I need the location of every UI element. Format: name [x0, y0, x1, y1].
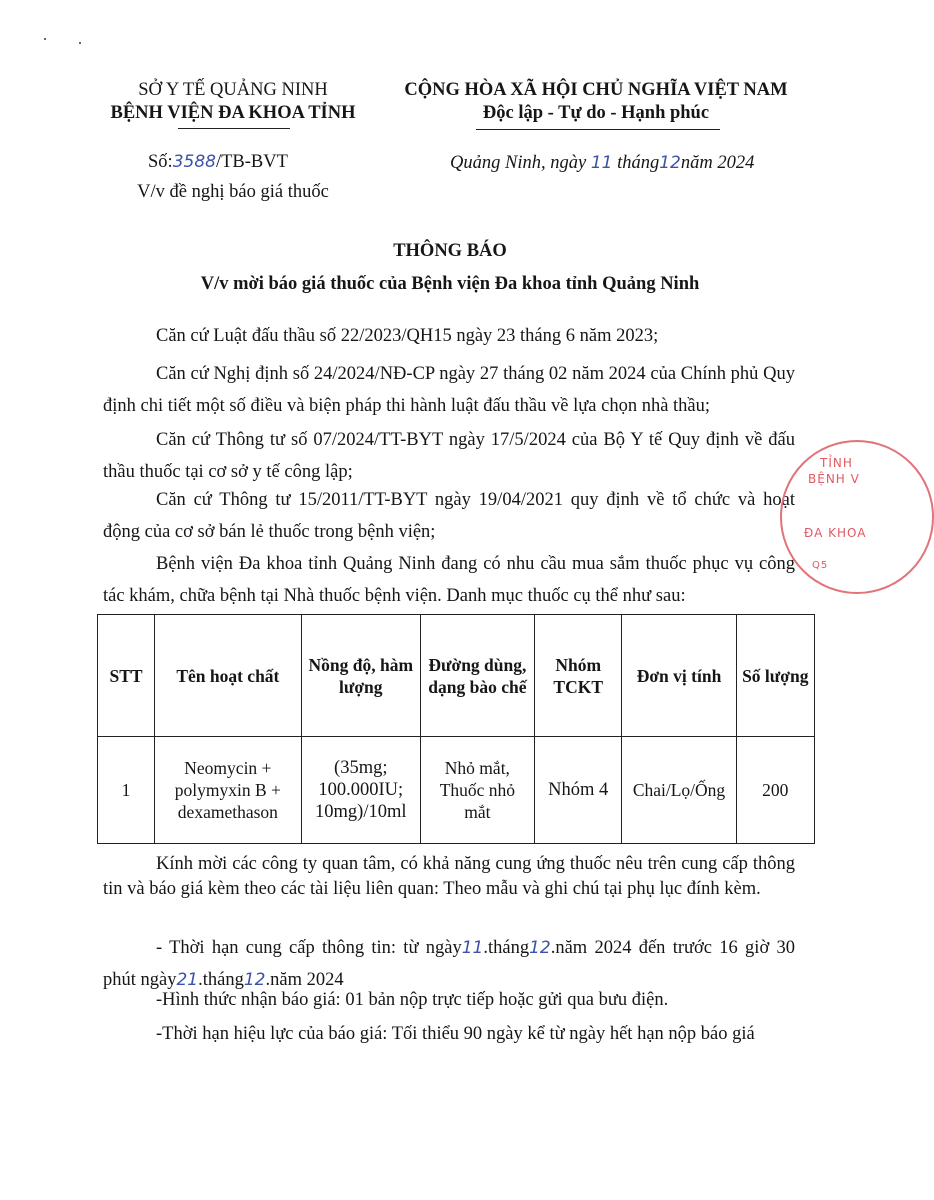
- national-motto: Độc lập - Tự do - Hạnh phúc: [482, 103, 710, 123]
- column-header: Nhóm TCKT: [534, 615, 622, 737]
- issue-date-place: Quảng Ninh, ngày: [450, 153, 587, 173]
- table-cell: (35mg; 100.000IU; 10mg)/10ml: [301, 737, 420, 844]
- stamp-text-line2: BỆNH V: [808, 472, 860, 486]
- stamp-text-top: TỈNH: [820, 456, 853, 470]
- table-cell: Neomycin + polymyxin B + dexamethason: [155, 737, 302, 844]
- hospital-seal-stamp: [780, 440, 934, 594]
- deadline-start-month: 12: [529, 938, 551, 958]
- legal-basis-1: Căn cứ Luật đấu thầu số 22/2023/QH15 ngày 23 tháng 6 năm 2023;: [156, 326, 659, 346]
- document-number: [148, 152, 288, 173]
- stamp-text-bottom: Q5: [812, 560, 829, 571]
- column-header: Số lượng: [736, 615, 814, 737]
- procurement-need: Bệnh viện Đa khoa tỉnh Quảng Ninh đang có nhu cầu mua sắm thuốc phục vụ công tác khám, chữa bệnh tại Nhà thuốc bệnh viện. Danh mục thuốc cụ thể như sau:: [103, 554, 795, 606]
- deadline-text-d: .tháng: [198, 970, 244, 990]
- legal-basis-3: Căn cứ Thông tư số 07/2024/TT-BYT ngày 17/5/2024 của Bộ Y tế Quy định về đấu thầu thuốc tại cơ sở y tế công lập;: [103, 430, 795, 482]
- legal-basis-4: Căn cứ Thông tư 15/2011/TT-BYT ngày 19/04/2021 quy định về tổ chức và hoạt động của cơ sở bán lẻ thuốc trong bệnh viện;: [103, 490, 795, 542]
- table-cell: Nhóm 4: [534, 737, 622, 844]
- table-cell: 200: [736, 737, 814, 844]
- notice-title: THÔNG BÁO: [393, 241, 507, 261]
- submission-method: -Hình thức nhận báo giá: 01 bản nộp trực tiếp hoặc gửi qua bưu điện.: [156, 990, 669, 1010]
- legal-basis-2: Căn cứ Nghị định số 24/2024/NĐ-CP ngày 27 tháng 02 năm 2024 của Chính phủ Quy định chi tiết một số điều và biện pháp thi hành luật đấu thầu về lựa chọn nhà thầu;: [103, 364, 795, 416]
- column-header: Đơn vị tính: [622, 615, 736, 737]
- document-number-suffix: /TB-BVT: [215, 152, 288, 172]
- deadline-text-c: .năm 2024 đến trước 16 giờ 30 phút ngày: [103, 938, 795, 990]
- document-number-prefix: Số:: [148, 152, 173, 172]
- document-number-handwritten: 3588: [172, 152, 216, 172]
- deadline-end-month: 12: [243, 970, 266, 990]
- column-header: STT: [98, 615, 155, 737]
- notice-subtitle: V/v mời báo giá thuốc của Bệnh viện Đa khoa tỉnh Quảng Ninh: [200, 274, 700, 294]
- invitation-paragraph: Kính mời các công ty quan tâm, có khả năng cung ứng thuốc nêu trên cung cấp thông tin và báo giá kèm theo các tài liệu liên quan: Theo mẫu và ghi chú tại phụ lục đính kèm.: [103, 854, 795, 899]
- deadline-text-e: .năm 2024: [265, 970, 344, 990]
- hospital-name-underline: [178, 128, 290, 129]
- deadline-text-b: .tháng: [483, 938, 530, 958]
- deadline-end-day: 21: [176, 970, 199, 990]
- department-name: SỞ Y TẾ QUẢNG NINH: [138, 80, 328, 100]
- column-header: Đường dùng, dạng bào chế: [420, 615, 534, 737]
- issue-date-month: 12: [659, 153, 681, 173]
- scan-speck: [79, 42, 81, 44]
- drug-table: [97, 614, 815, 844]
- scan-speck: [44, 38, 46, 40]
- table-header-row: [98, 615, 815, 737]
- table-cell: Chai/Lọ/Ống: [622, 737, 736, 844]
- issue-date-day: 11: [590, 153, 613, 173]
- hospital-name: BỆNH VIỆN ĐA KHOA TỈNH: [110, 103, 356, 123]
- column-header: Tên hoạt chất: [155, 615, 302, 737]
- document-subject: V/v đề nghị báo giá thuốc: [137, 182, 329, 202]
- stamp-text-line3: ĐA KHOA: [804, 526, 867, 540]
- column-header: Nồng độ, hàm lượng: [301, 615, 420, 737]
- table-row: [98, 737, 815, 844]
- deadline-text-a: - Thời hạn cung cấp thông tin: từ ngày: [156, 938, 462, 958]
- national-title: CỘNG HÒA XÃ HỘI CHỦ NGHĨA VIỆT NAM: [404, 80, 788, 100]
- issue-date-year: năm 2024: [680, 153, 755, 173]
- table-cell: 1: [98, 737, 155, 844]
- quote-validity: -Thời hạn hiệu lực của báo giá: Tối thiểu 90 ngày kể từ ngày hết hạn nộp báo giá: [156, 1024, 755, 1044]
- issue-date: [450, 153, 754, 174]
- issue-date-month-label: tháng: [617, 153, 660, 173]
- national-motto-underline: [476, 129, 720, 130]
- deadline-start-day: 11: [461, 938, 484, 958]
- table-cell: Nhỏ mắt, Thuốc nhỏ mắt: [420, 737, 534, 844]
